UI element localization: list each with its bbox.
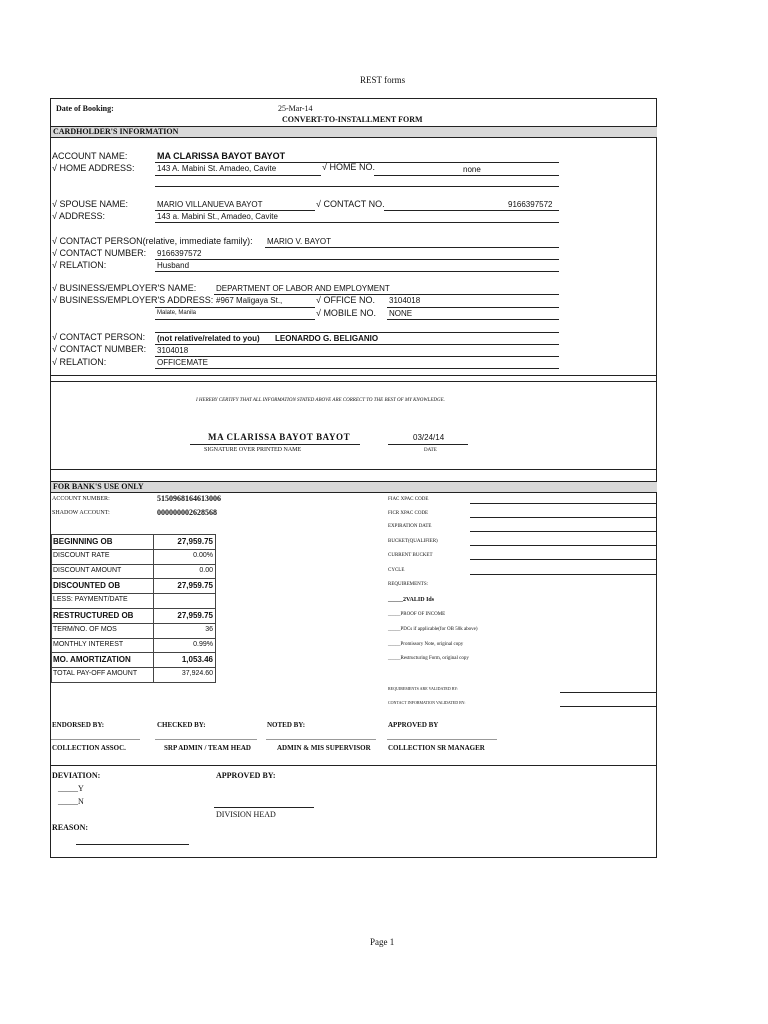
home-no-value: none bbox=[463, 165, 481, 174]
calc-row-value-cell bbox=[153, 638, 216, 654]
page-number: Page 1 bbox=[370, 937, 395, 947]
contact-number2-label: √ CONTACT NUMBER: bbox=[52, 344, 147, 354]
office-no-label: √ OFFICE NO. bbox=[316, 295, 375, 305]
bank-section-title: FOR BANK'S USE ONLY bbox=[53, 482, 144, 491]
requirement-restructuring: _____Restructuring Form, original copy bbox=[388, 656, 469, 661]
role-srp-admin: SRP ADMIN / TEAM HEAD bbox=[164, 744, 251, 752]
deviation-approved-by: APPROVED BY: bbox=[216, 771, 276, 780]
employer-name-value: DEPARTMENT OF LABOR AND EMPLOYMENT bbox=[216, 284, 390, 293]
current-bucket-label: CURRENT BUCKET bbox=[388, 553, 433, 558]
cycle-label: CYCLE bbox=[388, 568, 405, 573]
calc-row-label-cell bbox=[51, 564, 154, 580]
calc-row-value-cell bbox=[153, 652, 216, 668]
signature-date-value: 03/24/14 bbox=[413, 433, 445, 442]
account-name-value: MA CLARISSA BAYOT BAYOT bbox=[157, 151, 286, 161]
contact-number-label: √ CONTACT NUMBER: bbox=[52, 248, 147, 258]
requirement-proof-income: _____PROOF OF INCOME bbox=[388, 612, 446, 617]
contact-person2-label: √ CONTACT PERSON: bbox=[52, 332, 146, 342]
mobile-no-label: √ MOBILE NO. bbox=[316, 308, 376, 318]
calc-row-value-cell bbox=[153, 578, 216, 594]
signature-date-label: DATE bbox=[424, 448, 437, 453]
calc-row-label-cell bbox=[51, 549, 154, 565]
contact-person2-note: (not relative/related to you) bbox=[157, 334, 260, 343]
requirements-validated-label: REQUIREMENTS ARE VALIDATED BY: bbox=[388, 686, 459, 691]
calc-row-value: 36 bbox=[205, 625, 213, 633]
deviation-label: DEVIATION: bbox=[52, 771, 101, 780]
expiration-label: EXPIRATION DATE bbox=[388, 524, 432, 529]
mobile-no-value: NONE bbox=[389, 309, 413, 318]
calc-row-label-cell bbox=[51, 534, 154, 550]
date-of-booking-value: 25-Mar-14 bbox=[278, 104, 313, 113]
certification-text: I HEREBY CERTIFY THAT ALL INFORMATION STATED ABOVE ARE CORRECT TO THE BEST OF MY KNOWLEDGE. bbox=[196, 398, 445, 403]
role-collection-assoc: COLLECTION ASSOC. bbox=[52, 744, 126, 752]
calc-row-label: DISCOUNT RATE bbox=[53, 551, 110, 559]
account-number-label: ACCOUNT NUMBER: bbox=[52, 496, 110, 502]
calc-row-label-cell bbox=[51, 578, 154, 594]
calc-row-label-cell bbox=[51, 593, 154, 609]
home-address-value: 143 A. Mabini St. Amadeo, Cavite bbox=[157, 164, 277, 173]
calc-row-value: 27,959.75 bbox=[177, 581, 213, 591]
relation-value: Husband bbox=[157, 261, 190, 270]
contact-number2-value: 3104018 bbox=[157, 346, 189, 355]
home-address-label: √ HOME ADDRESS: bbox=[52, 163, 135, 173]
shadow-account-value: 000000002628568 bbox=[157, 508, 217, 517]
fiac-label: FIAC XPAC CODE bbox=[388, 497, 429, 502]
calc-row-value-cell bbox=[153, 667, 216, 683]
calc-row-value: 27,959.75 bbox=[177, 537, 213, 546]
calc-row-label: DISCOUNT AMOUNT bbox=[53, 566, 122, 574]
cardholder-section-band bbox=[51, 126, 657, 138]
calc-row-label-cell bbox=[51, 623, 154, 639]
address-label: √ ADDRESS: bbox=[52, 211, 105, 221]
spouse-name-label: √ SPOUSE NAME: bbox=[52, 199, 128, 209]
calc-row-label-cell bbox=[51, 638, 154, 654]
calc-row-label: TOTAL PAY-OFF AMOUNT bbox=[53, 670, 138, 678]
endorsed-by-label: ENDORSED BY: bbox=[52, 721, 105, 729]
calc-row-label: MONTHLY INTEREST bbox=[53, 640, 124, 648]
bank-section-band bbox=[51, 481, 657, 493]
spouse-name-value: MARIO VILLANUEVA BAYOT bbox=[157, 200, 263, 209]
employer-address-line2: Malate, Manila bbox=[157, 310, 197, 316]
page-header-title: REST forms bbox=[360, 75, 406, 85]
address-value: 143 a. Mabini St., Amadeo, Cavite bbox=[157, 212, 278, 221]
signature-label: SIGNATURE OVER PRINTED NAME bbox=[204, 447, 302, 453]
calc-row-value-cell bbox=[153, 549, 216, 565]
calc-row-value: 37,924.60 bbox=[181, 670, 213, 678]
calc-row-label: MO. AMORTIZATION bbox=[53, 655, 131, 665]
office-no-value: 3104018 bbox=[389, 296, 421, 305]
deviation-no: _____N bbox=[58, 797, 84, 806]
contact-person2-value: LEONARDO G. BELIGANIO bbox=[275, 334, 379, 343]
noted-by-label: NOTED BY: bbox=[267, 721, 306, 729]
employer-address-value: #967 Maligaya St., bbox=[216, 296, 283, 305]
contact-no-label: √ CONTACT NO. bbox=[316, 199, 385, 209]
bucket-label: BUCKET(QUALIFIER) bbox=[388, 539, 438, 544]
calc-row-label: DISCOUNTED OB bbox=[53, 581, 121, 591]
employer-name-label: √ BUSINESS/EMPLOYER'S NAME: bbox=[52, 283, 197, 293]
calc-row-label: TERM/NO. OF MOS bbox=[53, 625, 117, 633]
contact-number-value: 9166397572 bbox=[157, 249, 202, 258]
form-title: CONVERT-TO-INSTALLMENT FORM bbox=[282, 115, 423, 124]
role-collection-sr-manager: COLLECTION SR MANAGER bbox=[388, 744, 485, 752]
calc-row-value-cell bbox=[153, 608, 216, 624]
calc-row-value-cell bbox=[153, 564, 216, 580]
requirement-promissory: _____Promissory Note, original copy bbox=[388, 642, 464, 647]
shadow-account-label: SHADOW ACCOUNT: bbox=[52, 510, 110, 516]
calc-row-value-cell bbox=[153, 623, 216, 639]
contact-person-value: MARIO V. BAYOT bbox=[267, 237, 332, 246]
calc-row-value: 0.00% bbox=[193, 551, 213, 559]
requirements-label: REQUIREMENTS: bbox=[388, 582, 428, 587]
account-number-value: 5150968164613006 bbox=[157, 494, 221, 503]
calc-row-label-cell bbox=[51, 608, 154, 624]
calc-row-value-cell bbox=[153, 593, 216, 609]
home-no-label: √ HOME NO. bbox=[322, 162, 375, 172]
calc-row-label: RESTRUCTURED OB bbox=[53, 611, 134, 620]
calc-row-value: 27,959.75 bbox=[177, 611, 213, 620]
account-name-label: ACCOUNT NAME: bbox=[52, 151, 128, 161]
approved-by-label: APPROVED BY bbox=[388, 721, 439, 729]
checked-by-label: CHECKED BY: bbox=[157, 721, 206, 729]
date-of-booking-label: Date of Booking: bbox=[56, 104, 114, 113]
calc-row-value: 1,053.46 bbox=[181, 655, 213, 665]
relation2-label: √ RELATION: bbox=[52, 357, 107, 367]
contact-no-value: 9166397572 bbox=[508, 200, 553, 209]
calc-row-value: 0.99% bbox=[193, 640, 213, 648]
calc-row-value: 0.00 bbox=[199, 566, 213, 574]
relation2-value: OFFICEMATE bbox=[157, 358, 208, 367]
reason-label: REASON: bbox=[52, 823, 89, 832]
contact-person-label: √ CONTACT PERSON(relative, immediate family): bbox=[52, 236, 253, 246]
contact-validated-label: CONTACT INFORMATION VALIDATED BY: bbox=[388, 700, 466, 705]
calc-row-label-cell bbox=[51, 667, 154, 683]
signature-name: MA CLARISSA BAYOT BAYOT bbox=[208, 432, 351, 442]
calc-row-label-cell bbox=[51, 652, 154, 668]
requirement-valid-ids: _____2VALID Ids bbox=[388, 597, 435, 603]
calc-row-label: BEGINNING OB bbox=[53, 537, 113, 546]
requirement-pdcs: _____PDCs if applicable(for OB 50k above) bbox=[388, 627, 478, 632]
calc-row-label: LESS: PAYMENT/DATE bbox=[53, 596, 128, 604]
relation-label: √ RELATION: bbox=[52, 260, 107, 270]
role-admin-mis: ADMIN & MIS SUPERVISOR bbox=[277, 744, 371, 752]
cardholder-section-title: CARDHOLDER'S INFORMATION bbox=[53, 127, 179, 136]
division-head-label: DIVISION HEAD bbox=[216, 810, 276, 819]
ficr-label: FICR XPAC CODE bbox=[388, 511, 429, 516]
calc-row-value-cell bbox=[153, 534, 216, 550]
employer-address-label: √ BUSINESS/EMPLOYER'S ADDRESS: bbox=[52, 295, 214, 305]
deviation-yes: _____Y bbox=[58, 784, 84, 793]
